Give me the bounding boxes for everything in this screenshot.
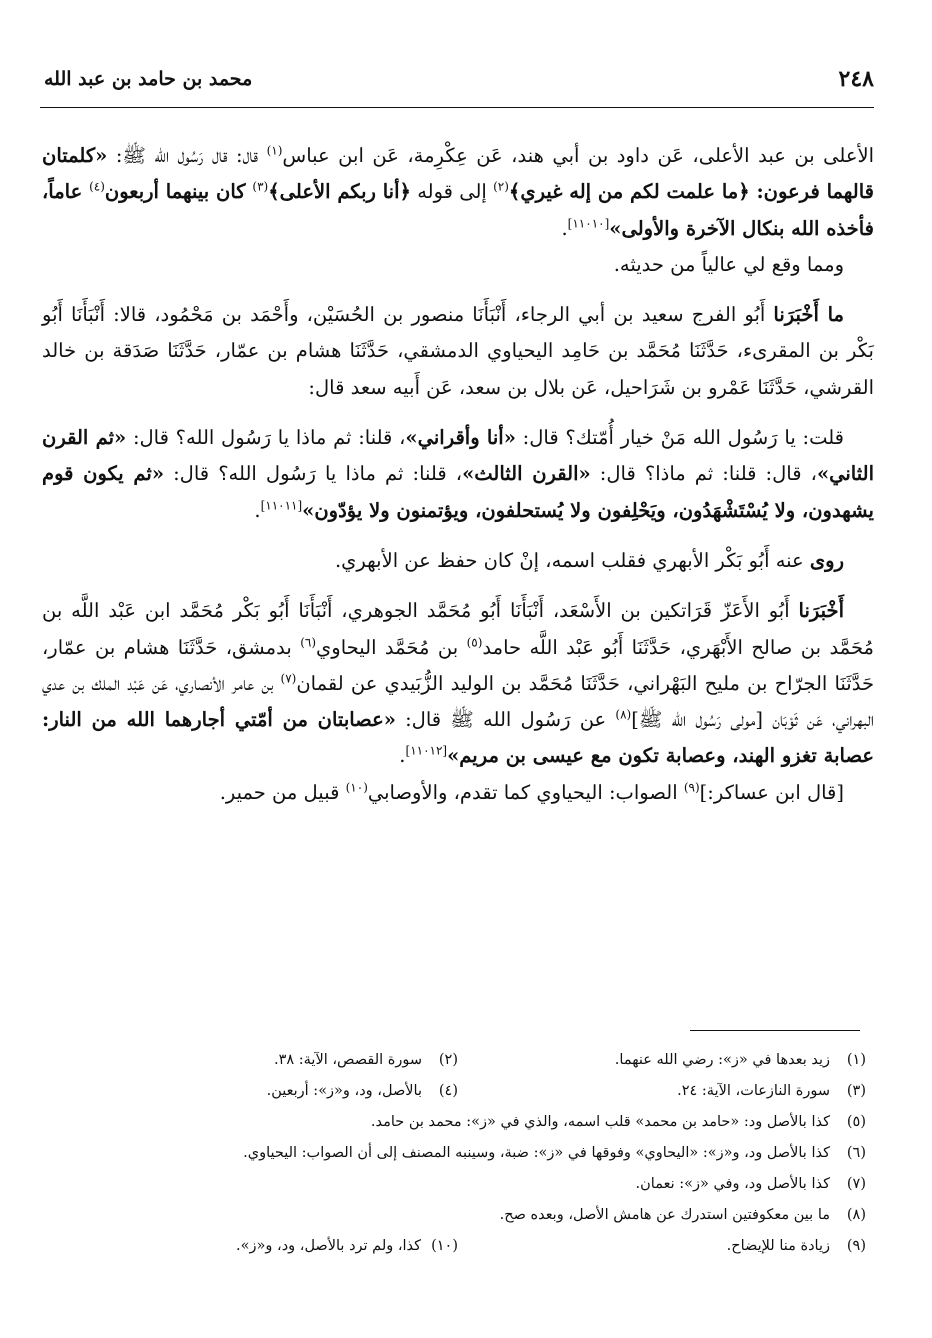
footnote-number: (٦) (846, 1145, 866, 1161)
footnote-number: (٤) (438, 1083, 458, 1099)
hadith-quote: «القرن الثالث» (462, 462, 591, 486)
footnote-row (42, 1138, 866, 1169)
footnote-text: بالأصل، ود، و«ز»: أربعين. (266, 1083, 422, 1099)
footnote-number: (٣) (846, 1083, 866, 1099)
footnote-text: كذا بالأصل ود، و«ز»: «اليحاوي» وفوقها في «ز»: ضبة، وسينبه المصنف إلى أن الصواب: اليحياوي. (243, 1145, 830, 1161)
text-run: عن رَسُول الله ﷺ قال: (395, 708, 616, 732)
footnote-marker: (٦) (300, 635, 317, 650)
footnote-text: كذا، ولم ترد بالأصل، ود، و«ز». (236, 1238, 422, 1254)
footnote (466, 1231, 866, 1262)
hadith-quote: عاماً، فأخذه الله بنكال الآخرة والأولى» (42, 180, 874, 240)
footnote-marker: (٨) (615, 707, 632, 722)
hadith-quote: كان بينهما أربعون (104, 180, 253, 204)
chain-lead: ما أَخْبَرَنا (773, 303, 844, 327)
text-run: ، قلنا: ثم ماذا يا رَسُول الله؟ قال: (126, 426, 406, 450)
footnote-number: (٥) (846, 1114, 866, 1130)
footnote-row (42, 1200, 866, 1231)
text-run: إلى قوله (410, 180, 494, 204)
footnote (466, 1076, 866, 1107)
footnote-row (42, 1045, 866, 1076)
footnote-number: (١) (846, 1052, 866, 1068)
text-run: . (254, 498, 261, 522)
chain-lead: روى (809, 548, 844, 572)
footnote-number: (٨) (846, 1207, 866, 1223)
footnote-marker: (٤) (89, 179, 105, 194)
footnote-rule (690, 1030, 860, 1031)
text-run: . (561, 216, 568, 240)
text-run: قال: قال رَسُول الله ﷺ: (107, 144, 267, 167)
running-title: محمد بن حامد بن عبد الله (44, 68, 253, 90)
text-run: الصواب: اليحياوي كما تقدم، والأوصابي (367, 780, 684, 804)
footnote-text: كذا بالأصل ود: «حامد بن محمد» قلب اسمه، والذي في «ز»: محمد بن حامد. (370, 1114, 830, 1130)
quran-quote: ﴿أنا ربكم الأعلى﴾ (268, 180, 411, 204)
footnote-marker: (٥) (466, 635, 483, 650)
paragraph-6 (42, 593, 874, 774)
paragraph-4 (42, 420, 874, 529)
text-run: أَبُو الفرج سعيد بن أبي الرجاء، أَنْبَأَنَا منصور بن الحُسَيْن، وأَحْمَد بن مَحْمُود، قالا: أَنْبَأَنَا أَبُو بَكْر بن المقرىء، حَدَّثَنَا مُحَمَّد بن حَامِد اليحياوي الدمشقي، حَدَّثَنَا هشام بن عمّار، حَدَّثَنَا صَدَقة بن خالد القرشي، حَدَّثَنَا عَمْرو بن شَرَاحيل، عَن بلال بن سعد، عَن أَبيه سعد قال: (42, 303, 874, 399)
page-number: ٢٤٨ (838, 66, 874, 92)
hadith-quote: «ثم يكون قوم يشهدون، ولا يُسْتَشْهَدُون، ويَحْلِفون ولا يُستحلفون، ويؤتمنون ولا يؤدّون» (42, 462, 874, 522)
footnote-row (42, 1076, 866, 1107)
footnote-text: زيد بعدها في «ز»: رضي الله عنهما. (614, 1052, 830, 1068)
footnote (500, 1200, 866, 1231)
footnote (466, 1045, 866, 1076)
text-run: الأعلى بن عبد الأعلى، عَن داود بن أبي هند، عَن عِكْرِمة، عَن ابن عباس (282, 144, 875, 167)
hadith-quote: «ثم القرن الثاني» (42, 426, 874, 486)
header-rule (40, 107, 874, 108)
footnote (243, 1138, 866, 1169)
paragraph-2: ومما وقع لي عالياً من حديثه. (613, 252, 844, 276)
hadith-quote: «أنا وأقراني» (405, 426, 516, 450)
footnote (636, 1169, 866, 1200)
footnote-marker: (٩) (683, 780, 700, 795)
footnotes (42, 1045, 866, 1262)
footnote-row (42, 1231, 866, 1262)
hadith-quote: «كلمتان قالهما فرعون: ﴿ما علمت لكم من إله غيري﴾ (42, 144, 874, 204)
footnote-text: زيادة منا للإيضاح. (726, 1238, 830, 1254)
main-text (42, 138, 874, 811)
text-run: ، قال: قلنا: ثم ماذا؟ قال: (590, 462, 817, 486)
footnote-text: كذا بالأصل ود، وفي «ز»: نعمان. (635, 1176, 830, 1192)
text-run: بن مُحَمَّد اليحاوي (316, 635, 467, 659)
footnote-marker: (١) (266, 143, 283, 158)
footnote-row (42, 1169, 866, 1200)
footnote-text: سورة القصص، الآية: ٣٨. (273, 1052, 422, 1068)
footnote-marker: (٧) (280, 671, 297, 686)
chain-lead: أَخْبَرَنا (798, 599, 844, 623)
footnote (267, 1076, 458, 1107)
footnote-marker: (٣) (252, 179, 269, 194)
footnote (371, 1107, 866, 1138)
text-run: بدمشق، حَدَّثَنَا هشام بن عمّار، حَدَّثَنَا الجرّاح بن مليح البَهْراني، حَدَّثَنَا مُحَمَّد بن الوليد الزُّبَيدي عن لقمان (42, 635, 875, 695)
text-run: بن عامر الأنصاري، عَن عَبْد الملك بن عدي البهراني، عَن ثَوْبَان [مولى رَسُول الله ﷺ] (42, 671, 874, 732)
hadith-quote: «عصابتان من أمّتي أجارهما الله من النار: عصابة تغزو الهند، وعصابة تكون مع عيسى بن مريم» (42, 708, 874, 768)
paragraph-3 (42, 297, 874, 406)
text-run: . (399, 744, 406, 768)
text-run: قلت: يا رَسُول الله مَنْ خيار أُمّتك؟ قال: (515, 426, 844, 450)
paragraph-7 (42, 775, 874, 811)
footnote-number: (٩) (846, 1238, 866, 1254)
hadith-number: [١١٠١١] (260, 498, 303, 513)
footnote-text: ما بين معكوفتين استدرك عن هامش الأصل، وبعده صح. (499, 1207, 830, 1223)
footnote-number: (٢) (438, 1052, 458, 1068)
footnote (236, 1231, 458, 1262)
footnote-row (42, 1107, 866, 1138)
hadith-number: [١١٠١٠] (567, 216, 610, 231)
footnote-marker: (١٠) (345, 780, 368, 795)
text-run: [قال ابن عساكر:] (699, 780, 844, 804)
footnote-marker: (٢) (493, 179, 509, 194)
footnote-text: سورة النازعات، الآية: ٢٤. (677, 1083, 830, 1099)
paragraph-1 (42, 138, 874, 247)
paragraph-5 (42, 543, 874, 579)
footnote-number: (٧) (846, 1176, 866, 1192)
footnote (274, 1045, 458, 1076)
text-run: قبيل من حمير. (219, 780, 346, 804)
hadith-number: [١١٠١٢] (405, 743, 448, 758)
footnote-number: (١٠) (431, 1238, 458, 1254)
text-run: أَبُو الأَعَزّ قَرَاتكين بن الأَسْعَد، أَنْبَأَنَا أَبُو مُحَمَّد الجوهري، أَنْبَأَنَا أَبُو بَكْر مُحَمَّد ابن عَبْد اللَّه بن مُحَمَّد بن صالح الأَبْهَري، حَدَّثَنَا أَبُو عَبْد اللَّه حامد (42, 599, 874, 659)
text-run: ، قلنا: ثم ماذا يا رَسُول الله؟ قال: (164, 462, 463, 486)
text-run: عنه أَبُو بَكْر الأبهري فقلب اسمه، إنْ كان حفظ عن الأبهري. (334, 548, 810, 572)
